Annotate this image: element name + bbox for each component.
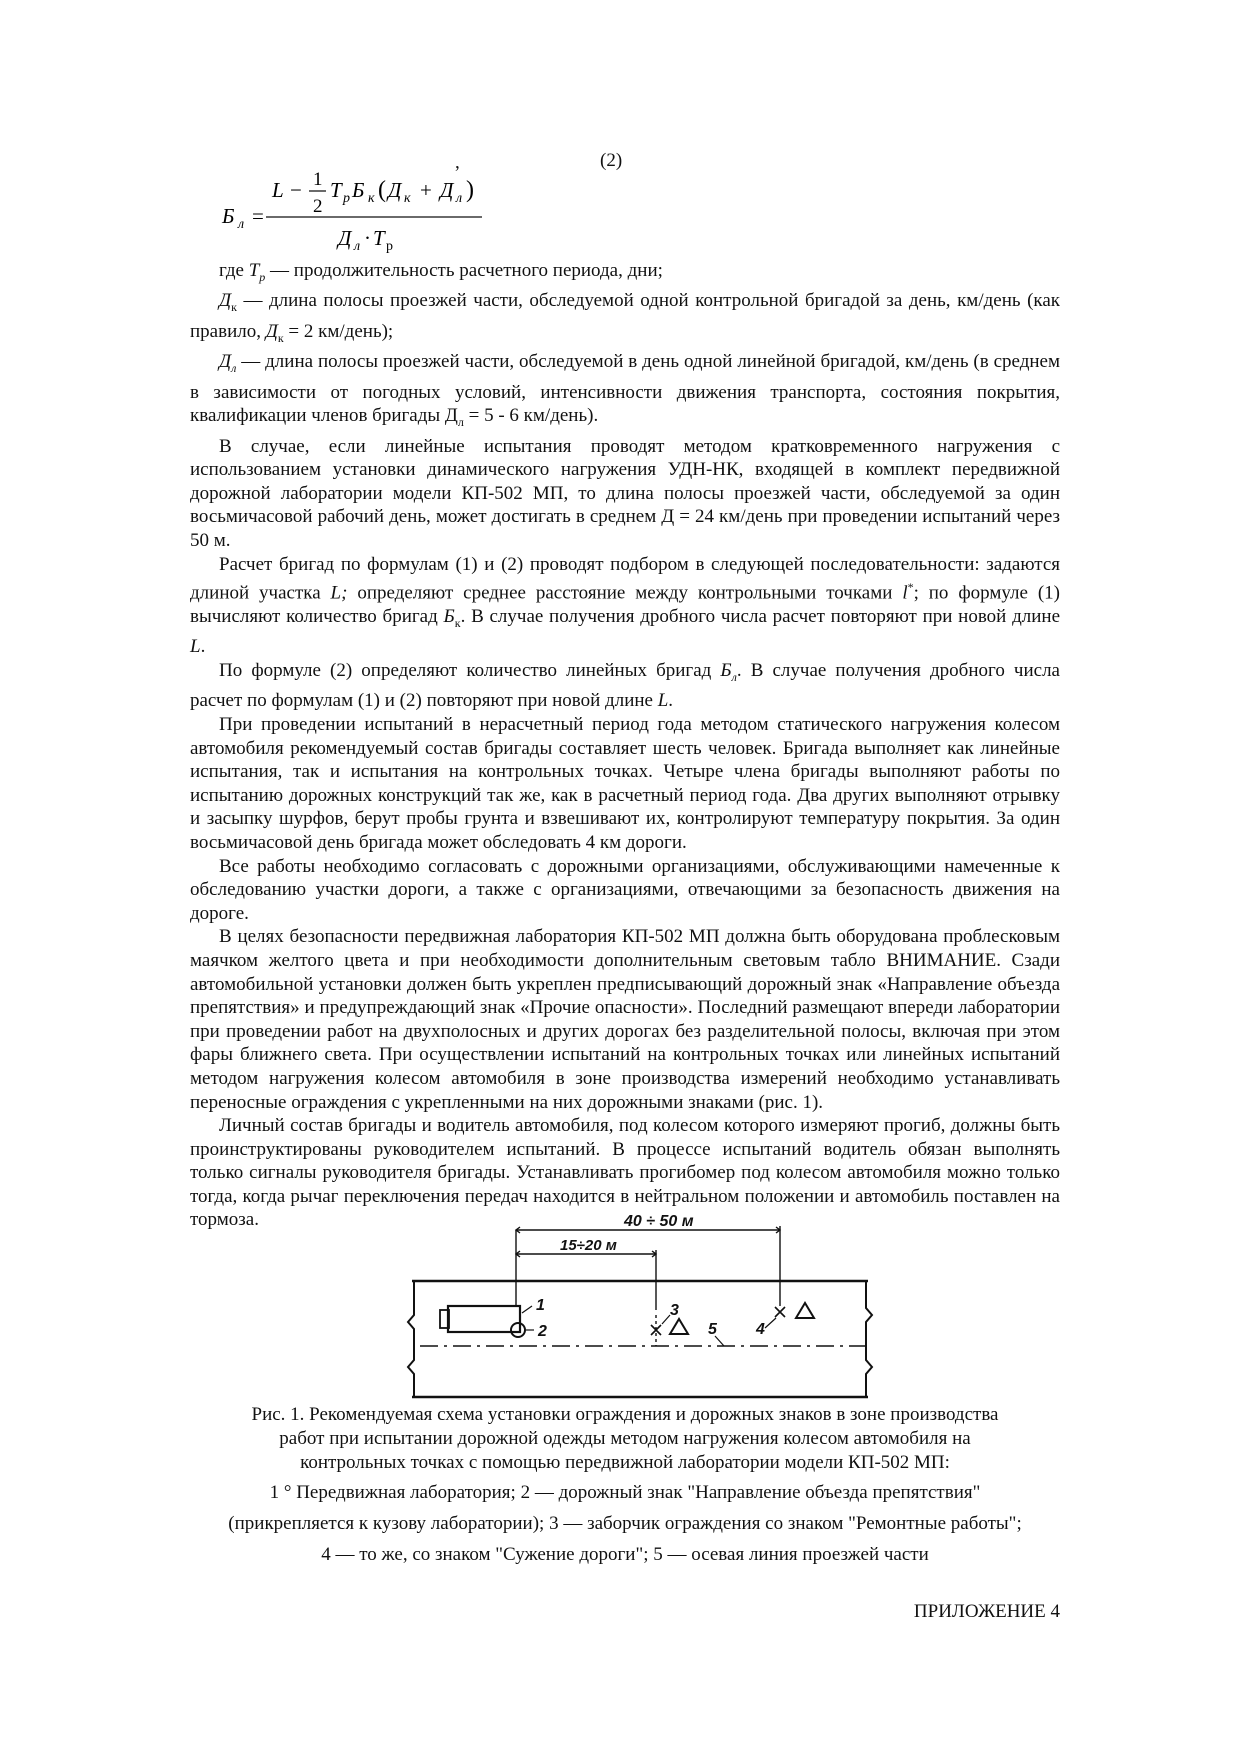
caption-line-1: Рис. 1. Рекомендуемая схема установки ограждения и дорожных знаков в зоне производства	[251, 1404, 999, 1425]
paragraph-tp: где $T_p$ — продолжительность расчетного периода, дни;	[219, 260, 663, 284]
paragraph-linear-brigades: По формуле (2) определяют количество линейных бригад $Б_л$. В случае получения дробного числа расчет по формулам (1) и (2) повторяют при новой длине L.	[190, 660, 1060, 712]
callout-1: 1	[536, 1297, 545, 1314]
figure-1-diagram	[400, 1210, 880, 1400]
detour-sign-icon	[511, 1323, 525, 1337]
formula-d1: Д	[388, 178, 402, 202]
dim-label-long: 40 ÷ 50 м	[624, 1213, 694, 1230]
formula-num-l: L	[272, 178, 284, 202]
appendix-heading: ПРИЛОЖЕНИЕ 4	[913, 1601, 1060, 1622]
break-line-right	[866, 1281, 872, 1397]
leader-3	[662, 1315, 670, 1324]
formula-rparen: )	[466, 177, 474, 203]
callout-2: 2	[538, 1323, 547, 1340]
formula-eq: =	[252, 204, 264, 228]
paragraph-instruction: Личный состав бригады и водитель автомобиля, под колесом которого измеряют прогиб, должны быть проинструктированы руководителем испытаний. В процессе испытаний водитель обязан выполнять только сигналы руководителя бригады. Устанавливать прогибомер под колесом автомобиля можно только тогда, когда рычаг переключения передач находится в нейтральном положении и автомобиль поставлен на тормоза.	[190, 1115, 1060, 1231]
formula-lhs: Б	[222, 204, 235, 228]
leader-1	[522, 1306, 532, 1313]
formula-b-sub: к	[368, 191, 375, 206]
paragraph-calculation: Расчет бригад по формулам (1) и (2) проводят подбором в следующей последовательности: задаются длиной участка L; определяют среднее расстояние между контрольными точками l*; по формуле (1) вычисляют количество бригад $Б_к$. В случае получения дробного числа расчет повторяют при новой длине L.	[190, 553, 1060, 658]
formula-den-t: T	[373, 226, 385, 250]
figure-caption	[190, 1403, 1060, 1475]
legend-line-3: 4 — то же, со знаком "Сужение дороги"; 5 — осевая линия проезжей части	[321, 1544, 929, 1565]
leader-4	[765, 1318, 776, 1328]
figure-legend	[190, 1477, 1060, 1570]
formula-d1-sub: к	[404, 191, 411, 206]
legend-line-1: 1 ° Передвижная лаборатория; 2 — дорожный знак "Направление объезда препятствия"	[269, 1482, 981, 1503]
formula-den-d: Д	[338, 226, 352, 250]
fence-marker-4-icon	[775, 1307, 785, 1317]
paragraph-dl: $Д_л$ — длина полосы проезжей части, обследуемой в день одной линейной бригадой, км/день (в среднем в зависимости от погодных условий, интенсивности движения транспорта, состояния покрытия, квалификации членов бригады $Д_л = 5 - 6$ км/день).	[190, 351, 1060, 429]
callout-5: 5	[708, 1321, 717, 1338]
formula-d2: Д	[440, 178, 454, 202]
formula-t-sub: p	[343, 191, 350, 206]
formula-b: Б	[352, 178, 365, 202]
paragraph-coordination: Все работы необходимо согласовать с дорожными организациями, обслуживающими намеченные к обследованию участки дороги, а также с организациями, отвечающими за безопасность движения на дороге.	[190, 855, 1060, 924]
formula-number: (2)	[600, 150, 623, 171]
formula-frac-den: 2	[313, 196, 323, 217]
road-narrows-sign-icon	[796, 1303, 814, 1318]
formula-dot: ·	[364, 226, 371, 250]
formula-den-d-sub: л	[354, 239, 361, 254]
formula-t: T	[330, 178, 342, 202]
formula-comma: ,	[455, 152, 460, 173]
break-line-left	[408, 1281, 414, 1397]
formula-lparen: (	[378, 177, 386, 203]
callout-3: 3	[670, 1302, 679, 1319]
formula-frac-num: 1	[313, 169, 323, 190]
paragraph-safety: В целях безопасности передвижная лаборатория КП-502 МП должна быть оборудована проблесковым маячком желтого цвета и при необходимости дополнительным световым табло ВНИМАНИЕ. Сзади автомобильной установки должен быть укреплен предписывающий дорожный знак «Направление объезда препятствия» и предупреждающий знак «Прочие опасности». Последний размещают впереди лаборатории при проведении работ на двухполосных и других дорогах без разделительной полосы, включая при этом фары ближнего света. При осуществлении испытаний на контрольных точках или линейных испытаний методом нагружения колесом автомобиля в зоне производства измерений необходимо устанавливать переносные ограждения с укрепленными на них дорожными знаками (рис. 1).	[190, 926, 1060, 1113]
caption-line-2: работ при испытании дорожной одежды методом нагружения колесом автомобиля на	[279, 1428, 971, 1449]
dim-label-short: 15÷20 м	[560, 1237, 617, 1254]
formula-d2-sub: л	[456, 191, 463, 206]
paragraph-udn: В случае, если линейные испытания проводят методом кратковременного нагружения с использованием установки динамического нагружения УДН-НК, входящей в комплект передвижной дорожной лаборатории модели КП-502 МП, то длина полосы проезжей части, обследуемой за один восьмичасовой рабочий день, может достигать в среднем Д = 24 км/день при проведении испытаний через 50 м.	[190, 435, 1060, 551]
formula-2	[190, 150, 790, 260]
paragraph-brigade-composition: При проведении испытаний в нерасчетный период года методом статического нагружения колесом автомобиля рекомендуемый состав бригады составляет шесть человек. Бригада выполняет как линейные испытания, так и испытания на контрольных точках. Четыре члена бригады выполняют работы по испытанию дорожных конструкций так же, как в расчетный период года. Два других выполняют отрывку и засыпку шурфов, берут пробы грунта и взвешивают их, контролируют температуру покрытия. За один восьмичасовой день бригада может обследовать 4 км дороги.	[190, 714, 1060, 853]
body-text	[190, 259, 1060, 1232]
mobile-lab-icon	[448, 1306, 520, 1332]
legend-line-2: (прикрепляется к кузову лаборатории); 3 — заборчик ограждения со знаком "Ремонтные работы";	[228, 1513, 1022, 1534]
repair-works-sign-icon	[670, 1319, 688, 1334]
callout-4: 4	[756, 1321, 765, 1338]
formula-plus: +	[420, 178, 432, 202]
caption-line-3: контрольных точках с помощью передвижной лаборатории модели КП-502 МП:	[300, 1452, 950, 1473]
paragraph-dk: $Д_к$ — длина полосы проезжей части, обследуемой одной контрольной бригадой за день, км/день (как правило, $Д_к = 2$ км/день);	[190, 290, 1060, 345]
formula-minus: −	[290, 178, 302, 202]
formula-lhs-sub: л	[238, 217, 245, 232]
formula-den-t-sub: р	[386, 239, 393, 254]
